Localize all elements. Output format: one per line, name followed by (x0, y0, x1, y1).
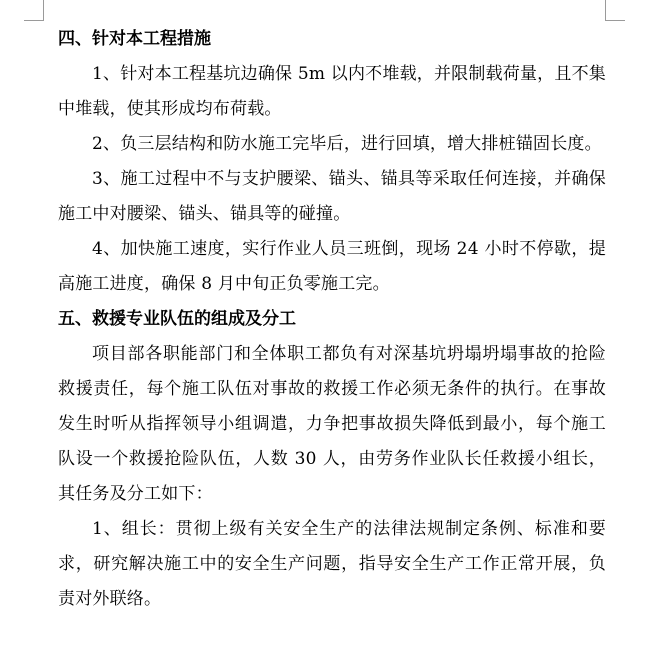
document-body (58, 22, 606, 617)
paragraph: 项目部各职能部门和全体职工都负有对深基坑坍塌坍塌事故的抢险救援责任，每个施工队伍对事故的救援工作必须无条件的执行。在事故发生时听从指挥领导小组调遣，力争把事故损失降低到最小，每个施工队设一个救援抢险队伍，人数 30 人，由劳务作业队长任救援小组长，其任务及分工如下： (58, 344, 606, 504)
section-heading: 五、救援专业队伍的组成及分工 (58, 309, 296, 329)
crop-mark-top-right (605, 20, 625, 21)
paragraph: 1、针对本工程基坑边确保 5m 以内不堆载，并限制载荷量，且不集中堆载，使其形成均布荷载。 (58, 64, 606, 119)
section-heading: 四、针对本工程措施 (58, 29, 211, 49)
paragraph: 4、加快施工速度，实行作业人员三班倒，现场 24 小时不停歇，提高施工进度，确保 8 月中旬正负零施工完。 (58, 239, 606, 294)
crop-mark-top-left (43, 0, 44, 20)
crop-mark-top-right (605, 0, 606, 20)
paragraph: 1、组长：贯彻上级有关安全生产的法律法规制定条例、标准和要求，研究解决施工中的安全生产问题，指导安全生产工作正常开展，负责对外联络。 (58, 519, 606, 609)
paragraph: 3、施工过程中不与支护腰梁、锚头、锚具等采取任何连接，并确保施工中对腰梁、锚头、锚具等的碰撞。 (58, 169, 606, 224)
paragraph: 2、负三层结构和防水施工完毕后，进行回填，增大排桩锚固长度。 (92, 134, 602, 154)
crop-mark-top-left (24, 20, 44, 21)
